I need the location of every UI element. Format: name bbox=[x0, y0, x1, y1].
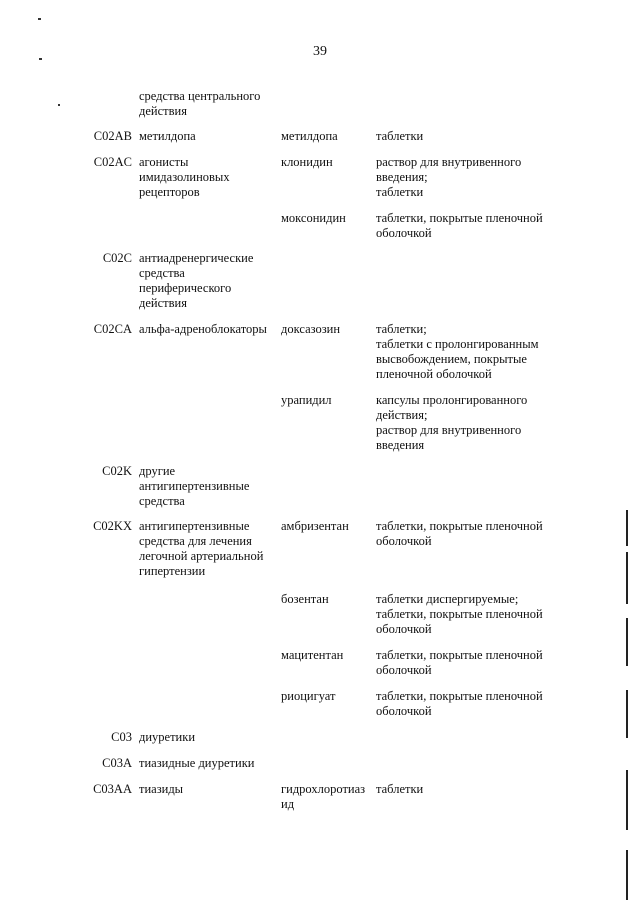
atc-code-cell bbox=[72, 155, 132, 170]
dosage-form-text: оболочкой bbox=[376, 534, 432, 548]
dosage-form-cell bbox=[376, 211, 566, 241]
group-name-text: действия bbox=[139, 104, 187, 118]
group-name-cell bbox=[139, 730, 279, 745]
group-name-text: антигипертензивные bbox=[139, 479, 250, 493]
atc-code-cell bbox=[72, 251, 132, 266]
atc-code-cell bbox=[72, 322, 132, 337]
group-name-text: средства центрального bbox=[139, 89, 261, 103]
scan-edge-line bbox=[626, 850, 628, 900]
drug-name-cell bbox=[281, 322, 373, 337]
group-name-text: действия bbox=[139, 296, 187, 310]
drug-name-cell bbox=[281, 211, 373, 226]
dosage-form-text: действия; bbox=[376, 408, 428, 422]
dosage-form-text: раствор для внутривенного bbox=[376, 155, 522, 169]
dosage-form-text: введения bbox=[376, 438, 425, 452]
drug-name-cell bbox=[281, 519, 373, 534]
dosage-form-cell bbox=[376, 322, 566, 382]
drug-name-cell bbox=[281, 648, 373, 663]
atc-code-text: C03A bbox=[102, 756, 132, 770]
group-name-text: тиазидные диуретики bbox=[139, 756, 255, 770]
group-name-cell bbox=[139, 155, 279, 200]
atc-code-text: C02AC bbox=[93, 155, 132, 169]
group-name-cell bbox=[139, 89, 279, 119]
dosage-form-text: оболочкой bbox=[376, 663, 432, 677]
group-name-text: средства bbox=[139, 266, 185, 280]
atc-code-text: C03 bbox=[111, 730, 132, 744]
dosage-form-cell bbox=[376, 129, 566, 144]
dosage-form-text: раствор для внутривенного bbox=[376, 423, 522, 437]
scan-edge-line bbox=[626, 552, 628, 604]
drug-name-cell bbox=[281, 155, 373, 170]
dosage-form-text: таблетки, покрытые пленочной bbox=[376, 519, 543, 533]
atc-code-cell bbox=[72, 756, 132, 771]
drug-name-text: метилдопа bbox=[281, 129, 338, 143]
group-name-text: диуретики bbox=[139, 730, 196, 744]
atc-code-cell bbox=[72, 730, 132, 745]
dosage-form-text: капсулы пролонгированного bbox=[376, 393, 528, 407]
scan-mark bbox=[39, 58, 42, 60]
drug-name-text: риоцигуат bbox=[281, 689, 336, 703]
group-name-cell bbox=[139, 251, 279, 311]
atc-code-text: C03AA bbox=[93, 782, 132, 796]
group-name-text: агонисты bbox=[139, 155, 189, 169]
drug-name-text: урапидил bbox=[281, 393, 332, 407]
dosage-form-text: таблетки, покрытые пленочной bbox=[376, 648, 543, 662]
drug-name-text: моксонидин bbox=[281, 211, 346, 225]
dosage-form-text: таблетки, покрытые пленочной bbox=[376, 211, 543, 225]
drug-name-text: амбризентан bbox=[281, 519, 349, 533]
group-name-text: легочной артериальной bbox=[139, 549, 264, 563]
atc-code-text: C02CA bbox=[93, 322, 132, 336]
atc-code-cell bbox=[72, 782, 132, 797]
group-name-cell bbox=[139, 519, 279, 579]
drug-name-text: ид bbox=[281, 797, 295, 811]
atc-code-text: C02C bbox=[102, 251, 132, 265]
group-name-text: средства для лечения bbox=[139, 534, 252, 548]
dosage-form-text: таблетки bbox=[376, 129, 424, 143]
group-name-cell bbox=[139, 129, 279, 144]
group-name-text: средства bbox=[139, 494, 185, 508]
group-name-text: антигипертензивные bbox=[139, 519, 250, 533]
group-name-text: гипертензии bbox=[139, 564, 206, 578]
dosage-form-cell bbox=[376, 648, 566, 678]
group-name-text: альфа-адреноблокаторы bbox=[139, 322, 267, 336]
scan-edge-line bbox=[626, 510, 628, 546]
dosage-form-text: таблетки с пролонгированным bbox=[376, 337, 539, 351]
dosage-form-text: таблетки, покрытые пленочной bbox=[376, 607, 543, 621]
page-number: 39 bbox=[313, 44, 327, 59]
group-name-text: другие bbox=[139, 464, 176, 478]
group-name-cell bbox=[139, 756, 279, 771]
atc-code-text: C02AB bbox=[93, 129, 132, 143]
dosage-form-text: таблетки, покрытые пленочной bbox=[376, 689, 543, 703]
scan-edge-line bbox=[626, 770, 628, 830]
dosage-form-text: введения; bbox=[376, 170, 428, 184]
dosage-form-cell bbox=[376, 689, 566, 719]
dosage-form-text: таблетки диспергируемые; bbox=[376, 592, 519, 606]
dosage-form-text: пленочной оболочкой bbox=[376, 367, 492, 381]
atc-code-cell bbox=[72, 464, 132, 479]
group-name-cell bbox=[139, 322, 279, 337]
scan-mark bbox=[38, 18, 41, 20]
scan-edge-line bbox=[626, 690, 628, 738]
drug-name-text: бозентан bbox=[281, 592, 329, 606]
drug-name-cell bbox=[281, 393, 373, 408]
dosage-form-cell bbox=[376, 155, 566, 200]
atc-code-text: C02K bbox=[102, 464, 132, 478]
drug-name-text: клонидин bbox=[281, 155, 333, 169]
dosage-form-cell bbox=[376, 782, 566, 797]
dosage-form-cell bbox=[376, 393, 566, 453]
group-name-cell bbox=[139, 464, 279, 509]
drug-name-cell bbox=[281, 592, 373, 607]
drug-name-text: гидрохлоротиаз bbox=[281, 782, 366, 796]
drug-name-cell bbox=[281, 129, 373, 144]
atc-code-text: C02KX bbox=[93, 519, 132, 533]
scan-mark bbox=[58, 104, 60, 106]
atc-code-cell bbox=[72, 519, 132, 534]
group-name-text: рецепторов bbox=[139, 185, 200, 199]
drug-name-text: доксазозин bbox=[281, 322, 341, 336]
dosage-form-text: высвобождением, покрытые bbox=[376, 352, 527, 366]
dosage-form-text: оболочкой bbox=[376, 226, 432, 240]
drug-name-text: мацитентан bbox=[281, 648, 344, 662]
dosage-form-text: таблетки; bbox=[376, 322, 427, 336]
atc-code-cell bbox=[72, 129, 132, 144]
scan-edge-line bbox=[626, 618, 628, 666]
drug-name-cell bbox=[281, 689, 373, 704]
group-name-text: антиадренергические bbox=[139, 251, 254, 265]
group-name-text: имидазолиновых bbox=[139, 170, 230, 184]
dosage-form-text: таблетки bbox=[376, 185, 424, 199]
dosage-form-text: таблетки bbox=[376, 782, 424, 796]
dosage-form-cell bbox=[376, 592, 566, 637]
dosage-form-text: оболочкой bbox=[376, 704, 432, 718]
group-name-text: периферического bbox=[139, 281, 232, 295]
dosage-form-text: оболочкой bbox=[376, 622, 432, 636]
group-name-text: метилдопа bbox=[139, 129, 196, 143]
drug-name-cell bbox=[281, 782, 373, 812]
dosage-form-cell bbox=[376, 519, 566, 549]
group-name-text: тиазиды bbox=[139, 782, 184, 796]
group-name-cell bbox=[139, 782, 279, 797]
